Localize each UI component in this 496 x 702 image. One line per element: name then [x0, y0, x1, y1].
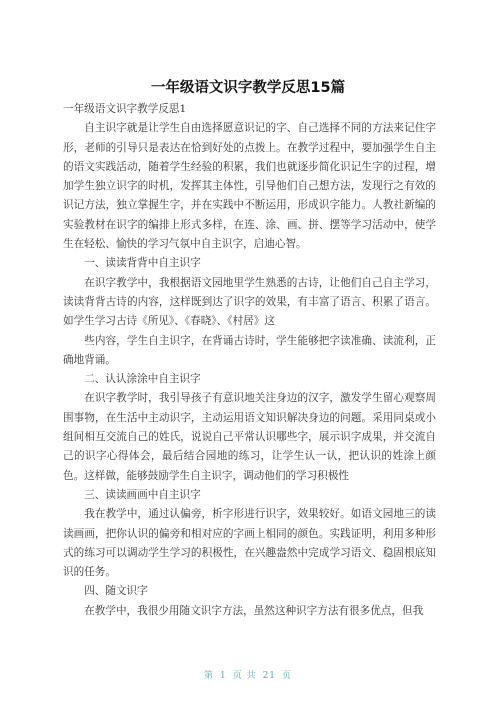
document-title: 一年级语文识字教学反思15篇 — [150, 80, 346, 96]
paragraph: 我在教学中，通过认偏旁，析字形进行识字，效果较好。如语文园地三的读读画画，把你认识的偏旁和相对应的字画上相同的颜色。实践证明，利用多种形式的练习可以调动学生学习的积极性，在兴趣盎然中完成学习语文、稳固根底知识的任务。 — [63, 508, 436, 579]
page-label: 第 — [203, 671, 214, 681]
paragraph: 自主识字就是让学生自由选择愿意识记的字、自己选择不同的方法来记住字形，老师的引导只是表达在恰到好处的点拨上。在教学过程中，要加强学生自主的语文实践活动，随着学生经验的积累，我们也就逐步简化识记生字的过程，增加学生独立识字的时机，发挥其主体性，引导他们自己想方法，发现行之有效的识记方法，独立掌握生字，并在实践中不断运用，形成识字能力。人教社新编的实验教材在识字的编排上形式多样，在连、涂、画、拼、摆等学习活动中，使学生在轻松、愉快的学习气氛中自主识字，启迪心智。 — [63, 122, 436, 251]
paragraph: 在识字教学中，我根据语文园地里学生熟悉的古诗，让他们自己自主学习，读读背背古诗的内容，这样既到达了识字的效果，有丰富了语言、积累了语言。如学生学习古诗《所见》、《春晓》、《村居》这 — [63, 276, 436, 328]
page-footer — [0, 668, 496, 681]
total-pages-number: 21 — [262, 671, 277, 681]
section-heading: 一年级语文识字教学反思1 — [63, 103, 187, 115]
paragraph: 些内容，学生自主识字，在背诵古诗时，学生能够把字读准确、读流利，正确地背诵。 — [63, 334, 436, 366]
end-label: 页 — [282, 671, 293, 681]
paragraph: 在识字教学时，我引导孩子有意识地关注身边的汉字，激发学生留心观察周围事物，在生活中主动识字，主动运用语文知识解决身边的问题。采用同桌或小组间相互交流自己的姓氏，说说自己平常认识哪些字，展示识字成果，并交流自己的识字心得体会，最后结合园地的练习，让学生认一认，把认识的姓涂上颜色。这样做，能够鼓励学生自主识字，调动他们的学习积极性 — [63, 392, 436, 482]
current-page-number: 1 — [219, 671, 227, 681]
document-body — [63, 100, 436, 621]
paragraph: 在教学中，我很少用随文识字方法，虽然这种识字方法有很多优点，但我 — [84, 604, 424, 617]
total-label: 页 共 — [232, 671, 257, 681]
subheading: 三、读读画画中自主识字 — [84, 488, 201, 501]
subheading: 四、随文识字 — [84, 585, 148, 598]
subheading: 一、读读背背中自主识字 — [84, 257, 201, 270]
subheading: 二、认认涂涂中自主识字 — [84, 373, 201, 386]
